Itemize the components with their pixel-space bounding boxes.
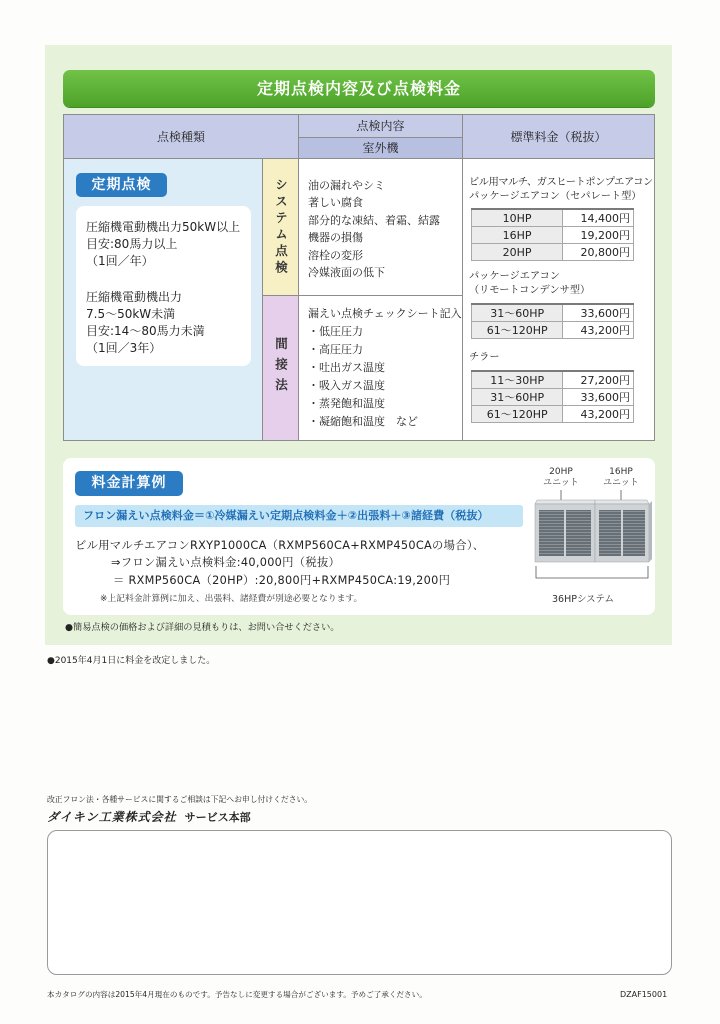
hp-cell: 31～60HP — [472, 389, 563, 406]
unit-grille — [566, 510, 591, 556]
criteria-line: 目安:80馬力以上 — [86, 237, 178, 251]
hp-cell: 10HP — [472, 209, 563, 227]
list-item: ・吸入ガス温度 — [308, 379, 385, 392]
list-item: 漏えい点検チェックシート記入 — [308, 307, 462, 320]
price-group-title-line: パッケージエアコン（セパレート型） — [469, 191, 642, 202]
price-group-title — [469, 270, 590, 298]
price-revision-note: ●2015年4月1日に料金を改定しました。 — [47, 656, 216, 666]
company-name: ダイキン工業株式会社 — [47, 810, 177, 824]
price-group-title-line: （リモートコンデンサ型） — [469, 285, 591, 296]
unit-top — [595, 500, 649, 504]
unit-grille — [539, 510, 564, 556]
catalog-code: DZAF15001 — [620, 990, 668, 999]
periodic-inspection-criteria — [76, 206, 251, 366]
list-item: 著しい腐食 — [308, 196, 363, 210]
unit-top — [535, 500, 595, 504]
price-cell: 14,400円 — [563, 209, 634, 227]
system-bracket — [536, 566, 648, 578]
price-cell: 33,600円 — [563, 389, 634, 406]
unit-label-line: ユニット — [603, 478, 639, 488]
fee-formula-bar: フロン漏えい点検料金＝①冷媒漏えい定期点検料金＋②出張料＋③諸経費（税抜） — [75, 505, 523, 527]
list-item: 油の漏れやシミ — [308, 179, 385, 192]
unit-label-16hp — [596, 467, 646, 489]
company-line — [47, 808, 251, 826]
criteria-line: 圧縮機電動機出力50kW以上 — [86, 220, 241, 234]
table-row — [472, 389, 634, 406]
price-group-title — [469, 351, 500, 365]
header-outdoor-unit: 室外機 — [299, 137, 463, 159]
header-standard-price: 標準料金（税抜） — [463, 115, 654, 159]
table-row — [472, 244, 634, 261]
price-table-multi — [471, 208, 634, 261]
criteria-group-large — [86, 219, 251, 270]
price-table-chiller — [471, 370, 634, 423]
system-check-items — [299, 159, 463, 296]
criteria-line: 7.5～50kW未満 — [86, 307, 176, 321]
table-row — [472, 209, 634, 227]
hp-cell: 16HP — [472, 227, 563, 244]
price-cell: 27,200円 — [563, 371, 634, 389]
price-cell: 19,200円 — [563, 227, 634, 244]
example-line: ⇒フロン漏えい点検料金:40,000円（税抜） — [111, 556, 341, 569]
price-column — [463, 159, 654, 440]
unit-grille — [599, 510, 621, 556]
list-item: 機器の損傷 — [308, 231, 363, 245]
contact-intro: 改正フロン法・各種サービスに関するご相談は下記へお申し付けください。 — [47, 795, 313, 804]
table-row — [472, 371, 634, 389]
criteria-line: （1回／年） — [86, 254, 154, 268]
system-label: 36HPシステム — [551, 594, 614, 605]
price-group-title-line: チラー — [469, 352, 500, 363]
price-cell: 33,600円 — [563, 304, 634, 322]
table-row — [472, 304, 634, 322]
simple-inspection-note: ●簡易点検の価格および詳細の見積もりは、お問い合せください。 — [65, 622, 340, 633]
hp-cell: 31～60HP — [472, 304, 563, 322]
system-check-label: システム点検 — [273, 177, 289, 277]
periodic-inspection-tag: 定期点検 — [76, 173, 167, 197]
indirect-method-label: 間接法 — [273, 337, 289, 399]
unit-grille — [623, 510, 645, 556]
indirect-method-label-cell — [263, 296, 299, 440]
hp-cell: 61～120HP — [472, 322, 563, 339]
system-check-label-cell — [263, 159, 299, 296]
price-cell: 20,800円 — [563, 244, 634, 261]
outdoor-unit-16hp — [595, 500, 652, 562]
price-cell: 43,200円 — [563, 406, 634, 423]
hp-cell: 11～30HP — [472, 371, 563, 389]
calculation-example-box — [63, 458, 655, 615]
unit-label-line: ユニット — [543, 478, 579, 488]
inspection-type-cell — [64, 159, 263, 440]
hp-cell: 20HP — [472, 244, 563, 261]
list-item: ・吐出ガス温度 — [308, 361, 385, 374]
price-cell: 43,200円 — [563, 322, 634, 339]
inspection-table — [63, 114, 655, 441]
list-item: ・低圧圧力 — [308, 325, 363, 338]
catalog-disclaimer: 本カタログの内容は2015年4月現在のものです。予告なしに変更する場合がございます。予めご了承ください。 — [47, 990, 427, 999]
price-group-title-line: パッケージエアコン — [469, 271, 560, 282]
list-item: ・高圧圧力 — [308, 343, 363, 356]
unit-label-line: 20HP — [549, 467, 573, 477]
table-row — [472, 406, 634, 423]
price-group-title-line: ビル用マルチ、ガスヒートポンプエアコン — [469, 177, 653, 188]
table-row — [472, 227, 634, 244]
contact-box — [47, 830, 672, 975]
outdoor-units-illustration — [531, 490, 653, 584]
department-name: サービス本部 — [184, 811, 251, 824]
unit-label-20hp — [536, 467, 586, 489]
header-inspection-type: 点検種類 — [64, 115, 299, 159]
list-item: 部分的な凍結、着霜、結露 — [308, 213, 440, 227]
example-line: ビル用マルチエアコンRXYP1000CA（RXMP560CA+RXMP450CAの場合）、 — [75, 539, 485, 552]
indirect-method-items — [299, 296, 463, 440]
list-item: ・蒸発飽和温度 — [308, 397, 385, 410]
table-row — [472, 322, 634, 339]
list-item: 冷媒液面の低下 — [308, 266, 385, 280]
page-title: 定期点検内容及び点検料金 — [63, 70, 655, 107]
hp-cell: 61～120HP — [472, 406, 563, 423]
calculation-example-tag: 料金計算例 — [75, 471, 183, 496]
criteria-line: 圧縮機電動機出力 — [86, 290, 183, 304]
header-inspection-content: 点検内容 — [299, 115, 463, 137]
price-group-title — [469, 176, 653, 204]
criteria-line: 目安:14～80馬力未満 — [86, 324, 205, 338]
list-item: ・凝縮飽和温度 など — [308, 415, 418, 428]
price-table-remote-condenser — [471, 303, 634, 339]
example-note: ※上記料金計算例に加え、出張料、諸経費が別途必要となります。 — [100, 594, 363, 604]
unit-label-line: 16HP — [609, 467, 633, 477]
list-item: 溶栓の変形 — [308, 248, 363, 262]
outdoor-unit-20hp — [535, 500, 595, 562]
criteria-group-small — [86, 289, 251, 357]
example-line: ＝ RXMP560CA（20HP）:20,800円+RXMP450CA:19,200円 — [113, 574, 451, 587]
criteria-line: （1回／3年） — [86, 341, 162, 355]
unit-side — [649, 501, 652, 562]
